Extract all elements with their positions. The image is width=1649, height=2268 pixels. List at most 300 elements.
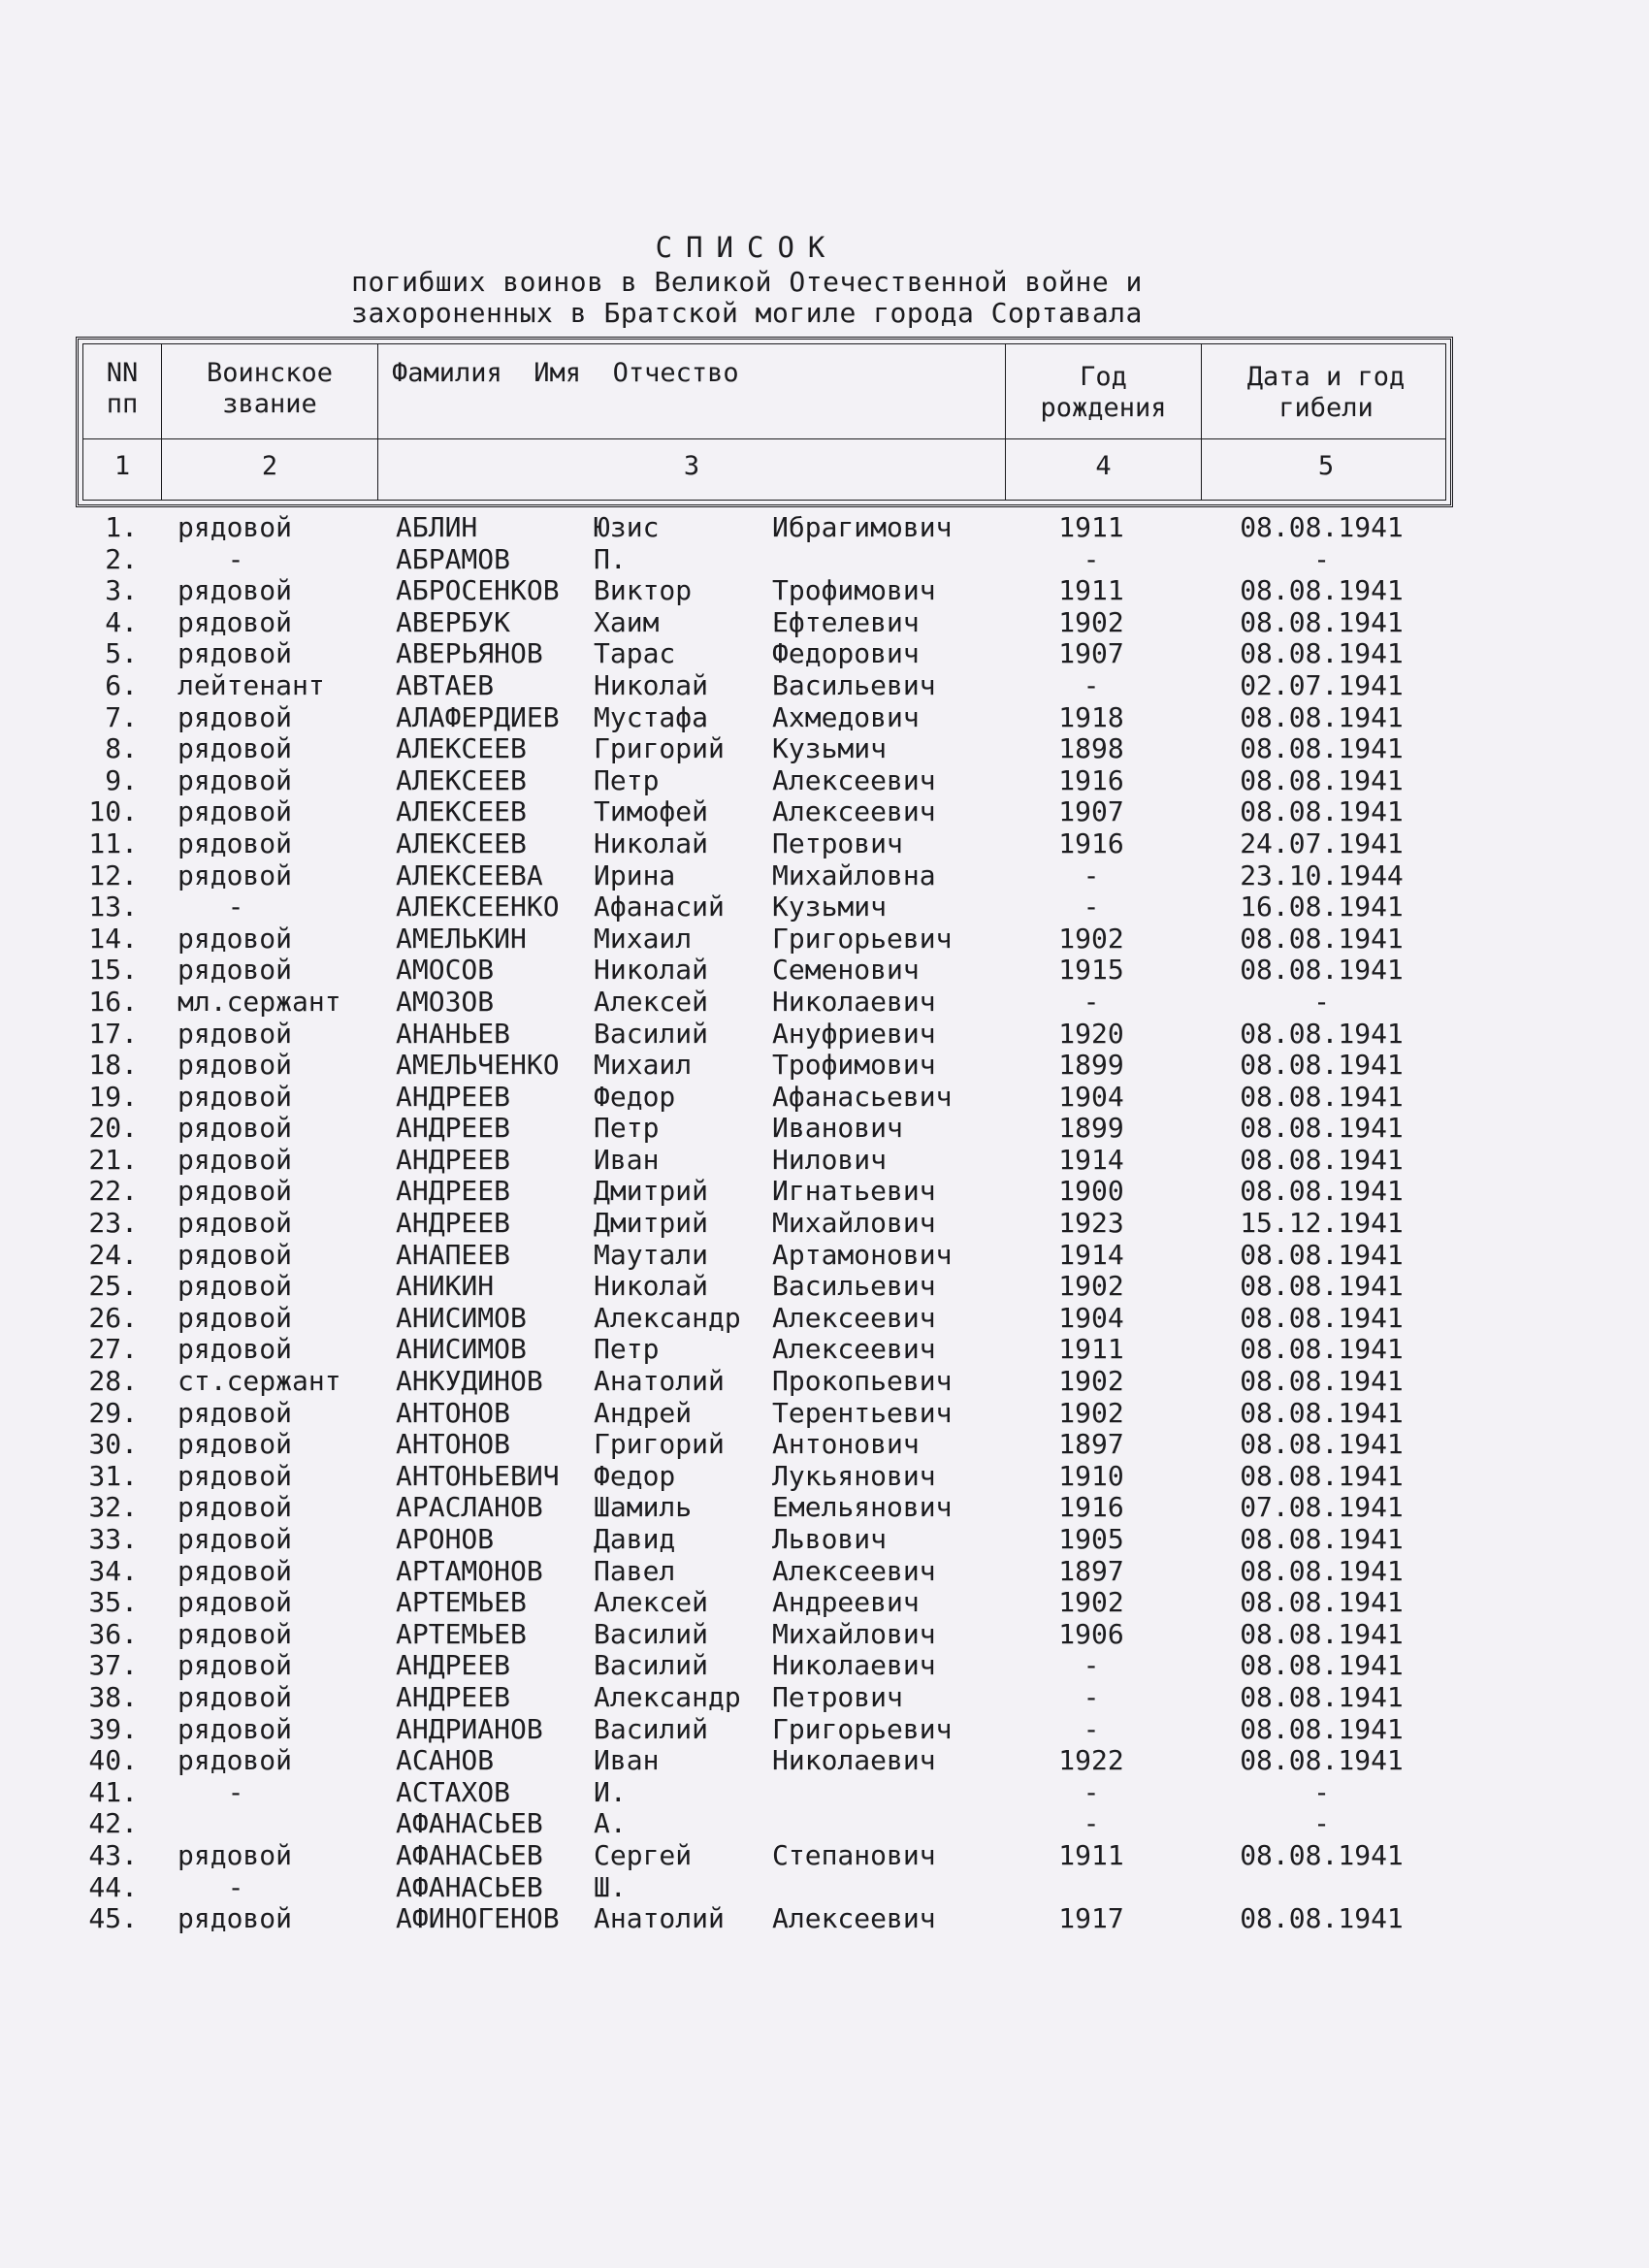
- row-number: 15.: [88, 954, 138, 987]
- row-surname: АЛЕКСЕЕВ: [396, 763, 527, 796]
- row-birth-year: 1898: [1058, 732, 1124, 765]
- row-number: 20.: [88, 1112, 138, 1145]
- header-num-5: 5: [1317, 451, 1335, 481]
- row-birth-year: -: [1083, 1775, 1100, 1808]
- row-number: 6.: [105, 668, 138, 701]
- row-number: 10.: [88, 795, 138, 828]
- row-rank: рядовой: [178, 1396, 293, 1429]
- row-birth-year: 1922: [1058, 1744, 1124, 1777]
- row-number: 35.: [88, 1586, 138, 1619]
- list-row: [0, 1650, 1649, 1682]
- row-rank: -: [227, 1870, 244, 1903]
- row-patronymic: Григорьевич: [772, 922, 953, 955]
- row-birth-year: -: [1083, 542, 1100, 575]
- row-surname: АЛЕКСЕЕНКО: [396, 891, 560, 923]
- row-number: 41.: [88, 1775, 138, 1808]
- row-patronymic: Михайловна: [772, 859, 936, 891]
- row-name: Алексей: [594, 1586, 709, 1619]
- list-row: [0, 733, 1649, 765]
- row-death-date: 08.08.1941: [1240, 1365, 1404, 1398]
- row-number: 31.: [88, 1459, 138, 1492]
- row-name: Анатолий: [594, 1365, 725, 1398]
- row-number: 7.: [105, 700, 138, 733]
- row-surname: АФАНАСЬЕВ: [396, 1807, 543, 1840]
- row-death-date: 08.08.1941: [1240, 763, 1404, 796]
- row-rank: рядовой: [178, 1175, 293, 1208]
- row-birth-year: 1914: [1058, 1238, 1124, 1271]
- row-name: И.: [594, 1775, 627, 1808]
- row-death-date: 16.08.1941: [1240, 891, 1404, 923]
- row-patronymic: Алексеевич: [772, 1554, 936, 1587]
- row-birth-year: 1900: [1058, 1175, 1124, 1208]
- row-name: Хаим: [594, 605, 660, 638]
- row-name: Василий: [594, 1017, 709, 1050]
- list-row: [0, 1271, 1649, 1303]
- row-patronymic: Андреевич: [772, 1586, 920, 1619]
- row-name: Василий: [594, 1712, 709, 1745]
- row-number: 4.: [105, 605, 138, 638]
- row-death-date: 08.08.1941: [1240, 1049, 1404, 1082]
- row-patronymic: Федорович: [772, 637, 920, 670]
- soldiers-list: [0, 512, 1649, 1935]
- row-death-date: -: [1313, 542, 1330, 575]
- list-row: [0, 1556, 1649, 1588]
- row-patronymic: Трофимович: [772, 1049, 936, 1082]
- row-patronymic: Николаевич: [772, 1649, 936, 1682]
- row-death-date: -: [1313, 1775, 1330, 1808]
- row-number: 9.: [105, 763, 138, 796]
- row-name: Иван: [594, 1143, 660, 1176]
- row-death-date: 08.08.1941: [1240, 637, 1404, 670]
- row-surname: АНДРЕЕВ: [396, 1080, 511, 1113]
- row-name: А.: [594, 1807, 627, 1840]
- row-number: 26.: [88, 1301, 138, 1334]
- row-birth-year: 1917: [1058, 1902, 1124, 1935]
- row-death-date: 08.08.1941: [1240, 732, 1404, 765]
- row-name: Александр: [594, 1301, 741, 1334]
- header-num-2: 2: [261, 451, 278, 481]
- row-number: 45.: [88, 1902, 138, 1935]
- row-birth-year: 1911: [1058, 574, 1124, 607]
- row-name: Николай: [594, 826, 709, 859]
- row-surname: АВТАЕВ: [396, 668, 495, 701]
- table-header: [76, 337, 1453, 507]
- row-name: Михаил: [594, 1049, 693, 1082]
- row-patronymic: Нилович: [772, 1143, 888, 1176]
- row-rank: рядовой: [178, 1238, 293, 1271]
- row-surname: АНКУДИНОВ: [396, 1365, 543, 1398]
- row-death-date: 08.08.1941: [1240, 1617, 1404, 1650]
- row-name: П.: [594, 542, 627, 575]
- row-birth-year: 1916: [1058, 763, 1124, 796]
- row-death-date: 08.08.1941: [1240, 511, 1404, 543]
- row-birth-year: 1906: [1058, 1617, 1124, 1650]
- row-surname: АРТЕМЬЕВ: [396, 1586, 527, 1619]
- row-patronymic: Алексеевич: [772, 1333, 936, 1366]
- row-patronymic: Васильевич: [772, 1270, 936, 1303]
- row-name: Григорий: [594, 732, 725, 765]
- list-row: [0, 575, 1649, 607]
- row-number: 37.: [88, 1649, 138, 1682]
- row-birth-year: -: [1083, 985, 1100, 1018]
- list-row: [0, 670, 1649, 702]
- row-birth-year: 1899: [1058, 1112, 1124, 1145]
- row-birth-year: 1899: [1058, 1049, 1124, 1082]
- row-name: Дмитрий: [594, 1207, 709, 1240]
- row-birth-year: 1902: [1058, 922, 1124, 955]
- row-death-date: 07.08.1941: [1240, 1491, 1404, 1524]
- row-surname: АНТОНОВ: [396, 1428, 511, 1461]
- row-rank: рядовой: [178, 637, 293, 670]
- row-rank: ст.сержант: [178, 1365, 341, 1398]
- row-surname: АМЕЛЬКИН: [396, 922, 527, 955]
- row-patronymic: Алексеевич: [772, 763, 936, 796]
- row-surname: АНДРЕЕВ: [396, 1175, 511, 1208]
- list-row: [0, 544, 1649, 576]
- document-title: СПИСОК: [655, 231, 839, 264]
- row-rank: рядовой: [178, 1491, 293, 1524]
- row-death-date: 08.08.1941: [1240, 1238, 1404, 1271]
- row-number: 30.: [88, 1428, 138, 1461]
- row-patronymic: Кузьмич: [772, 732, 888, 765]
- row-death-date: 08.08.1941: [1240, 1017, 1404, 1050]
- row-name: Маутали: [594, 1238, 709, 1271]
- row-number: 33.: [88, 1523, 138, 1555]
- row-rank: рядовой: [178, 1680, 293, 1713]
- list-row: [0, 1050, 1649, 1082]
- row-death-date: 08.08.1941: [1240, 1586, 1404, 1619]
- list-row: [0, 1777, 1649, 1809]
- row-surname: АФАНАСЬЕВ: [396, 1870, 543, 1903]
- row-name: Мустафа: [594, 700, 709, 733]
- row-name: Василий: [594, 1617, 709, 1650]
- row-birth-year: 1902: [1058, 605, 1124, 638]
- document-subtitle-line2: захороненных в Братской могиле города Сортавала: [351, 297, 1143, 329]
- row-rank: рядовой: [178, 1712, 293, 1745]
- row-name: Павел: [594, 1554, 676, 1587]
- row-rank: рядовой: [178, 859, 293, 891]
- row-patronymic: Лукьянович: [772, 1459, 936, 1492]
- row-birth-year: 1923: [1058, 1207, 1124, 1240]
- row-name: Николай: [594, 668, 709, 701]
- row-patronymic: Ефтелевич: [772, 605, 920, 638]
- row-surname: АБЛИН: [396, 511, 478, 543]
- row-surname: АВЕРЬЯНОВ: [396, 637, 543, 670]
- row-name: Василий: [594, 1649, 709, 1682]
- row-number: 40.: [88, 1744, 138, 1777]
- row-death-date: 08.08.1941: [1240, 1838, 1404, 1871]
- row-patronymic: Васильевич: [772, 668, 936, 701]
- row-patronymic: Михайлович: [772, 1617, 936, 1650]
- header-col-birth-year: Год рождения: [1040, 362, 1167, 423]
- row-surname: АМОЗОВ: [396, 985, 495, 1018]
- row-number: 17.: [88, 1017, 138, 1050]
- row-number: 13.: [88, 891, 138, 923]
- row-patronymic: Семенович: [772, 954, 920, 987]
- row-number: 27.: [88, 1333, 138, 1366]
- row-birth-year: -: [1083, 1649, 1100, 1682]
- row-surname: АНТОНОВ: [396, 1396, 511, 1429]
- list-row: [0, 607, 1649, 639]
- row-death-date: 08.08.1941: [1240, 1712, 1404, 1745]
- row-name: Виктор: [594, 574, 693, 607]
- row-surname: АНТОНЬЕВИЧ: [396, 1459, 560, 1492]
- row-rank: рядовой: [178, 1143, 293, 1176]
- list-row: [0, 1303, 1649, 1335]
- list-row: [0, 860, 1649, 892]
- row-birth-year: 1902: [1058, 1586, 1124, 1619]
- list-row: [0, 765, 1649, 797]
- row-birth-year: -: [1083, 1807, 1100, 1840]
- row-birth-year: 1916: [1058, 826, 1124, 859]
- row-name: Давид: [594, 1523, 676, 1555]
- row-rank: рядовой: [178, 1744, 293, 1777]
- row-rank: рядовой: [178, 732, 293, 765]
- list-row: [0, 1019, 1649, 1051]
- row-rank: рядовой: [178, 1017, 293, 1050]
- row-birth-year: 1916: [1058, 1491, 1124, 1524]
- row-name: Шамиль: [594, 1491, 693, 1524]
- row-surname: АЛЕКСЕЕВ: [396, 732, 527, 765]
- row-number: 36.: [88, 1617, 138, 1650]
- row-birth-year: -: [1083, 1680, 1100, 1713]
- row-death-date: 15.12.1941: [1240, 1207, 1404, 1240]
- row-surname: АНАНЬЕВ: [396, 1017, 511, 1050]
- row-patronymic: Григорьевич: [772, 1712, 953, 1745]
- row-name: Петр: [594, 763, 660, 796]
- list-row: [0, 891, 1649, 923]
- row-number: 39.: [88, 1712, 138, 1745]
- row-rank: рядовой: [178, 1586, 293, 1619]
- row-surname: АЛЕКСЕЕВ: [396, 795, 527, 828]
- row-birth-year: 1911: [1058, 511, 1124, 543]
- row-patronymic: Трофимович: [772, 574, 936, 607]
- list-row: [0, 955, 1649, 987]
- row-surname: АЛЕКСЕЕВА: [396, 859, 543, 891]
- row-rank: рядовой: [178, 1902, 293, 1935]
- row-number: 34.: [88, 1554, 138, 1587]
- row-rank: рядовой: [178, 1080, 293, 1113]
- row-name: Сергей: [594, 1838, 693, 1871]
- list-row: [0, 828, 1649, 860]
- row-number: 42.: [88, 1807, 138, 1840]
- row-patronymic: Прокопьевич: [772, 1365, 953, 1398]
- row-surname: АНДРЕЕВ: [396, 1143, 511, 1176]
- list-row: [0, 638, 1649, 670]
- row-patronymic: Михайлович: [772, 1207, 936, 1240]
- row-rank: -: [227, 542, 244, 575]
- row-patronymic: Ибрагимович: [772, 511, 953, 543]
- row-rank: рядовой: [178, 795, 293, 828]
- list-row: [0, 512, 1649, 544]
- row-birth-year: -: [1083, 668, 1100, 701]
- row-surname: АРТАМОНОВ: [396, 1554, 543, 1587]
- row-rank: рядовой: [178, 700, 293, 733]
- row-patronymic: Николаевич: [772, 985, 936, 1018]
- row-patronymic: Ануфриевич: [772, 1017, 936, 1050]
- list-row: [0, 987, 1649, 1019]
- row-number: 2.: [105, 542, 138, 575]
- row-surname: АМОСОВ: [396, 954, 495, 987]
- row-rank: рядовой: [178, 1523, 293, 1555]
- list-row: [0, 1240, 1649, 1272]
- row-name: Николай: [594, 1270, 709, 1303]
- row-death-date: 23.10.1944: [1240, 859, 1404, 891]
- row-death-date: 08.08.1941: [1240, 1554, 1404, 1587]
- row-number: 8.: [105, 732, 138, 765]
- row-name: Ирина: [594, 859, 676, 891]
- row-name: Тарас: [594, 637, 676, 670]
- row-patronymic: Ахмедович: [772, 700, 920, 733]
- row-birth-year: 1918: [1058, 700, 1124, 733]
- row-name: Николай: [594, 954, 709, 987]
- row-number: 5.: [105, 637, 138, 670]
- row-death-date: 24.07.1941: [1240, 826, 1404, 859]
- row-death-date: 08.08.1941: [1240, 1649, 1404, 1682]
- row-rank: рядовой: [178, 1554, 293, 1587]
- row-death-date: 08.08.1941: [1240, 1270, 1404, 1303]
- row-number: 44.: [88, 1870, 138, 1903]
- list-row: [0, 1429, 1649, 1461]
- row-number: 12.: [88, 859, 138, 891]
- row-death-date: 08.08.1941: [1240, 1112, 1404, 1145]
- list-row: [0, 1461, 1649, 1493]
- row-surname: АНИСИМОВ: [396, 1301, 527, 1334]
- row-birth-year: 1911: [1058, 1333, 1124, 1366]
- row-death-date: 08.08.1941: [1240, 605, 1404, 638]
- row-rank: -: [227, 1775, 244, 1808]
- row-rank: рядовой: [178, 954, 293, 987]
- row-number: 3.: [105, 574, 138, 607]
- list-row: [0, 1334, 1649, 1366]
- row-number: 14.: [88, 922, 138, 955]
- row-number: 32.: [88, 1491, 138, 1524]
- list-row: [0, 1745, 1649, 1777]
- header-col-death-date: Дата и год гибели: [1246, 362, 1406, 423]
- row-death-date: 08.08.1941: [1240, 1459, 1404, 1492]
- row-rank: рядовой: [178, 1617, 293, 1650]
- row-surname: АМЕЛЬЧЕНКО: [396, 1049, 560, 1082]
- row-rank: -: [227, 891, 244, 923]
- row-death-date: 08.08.1941: [1240, 922, 1404, 955]
- row-surname: АВЕРБУК: [396, 605, 511, 638]
- row-patronymic: Терентьевич: [772, 1396, 953, 1429]
- list-row: [0, 1208, 1649, 1240]
- row-number: 11.: [88, 826, 138, 859]
- row-death-date: 08.08.1941: [1240, 574, 1404, 607]
- row-name: Петр: [594, 1112, 660, 1145]
- row-patronymic: Петрович: [772, 1680, 903, 1713]
- header-col-number: NN пп: [106, 358, 139, 419]
- row-rank: рядовой: [178, 763, 293, 796]
- row-death-date: 08.08.1941: [1240, 1902, 1404, 1935]
- row-death-date: 08.08.1941: [1240, 700, 1404, 733]
- row-number: 19.: [88, 1080, 138, 1113]
- header-num-4: 4: [1095, 451, 1112, 481]
- row-rank: лейтенант: [178, 668, 325, 701]
- list-row: [0, 1619, 1649, 1651]
- row-number: 21.: [88, 1143, 138, 1176]
- row-death-date: 08.08.1941: [1240, 1428, 1404, 1461]
- row-surname: АРАСЛАНОВ: [396, 1491, 543, 1524]
- row-patronymic: Алексеевич: [772, 795, 936, 828]
- row-surname: АРОНОВ: [396, 1523, 495, 1555]
- list-row: [0, 1587, 1649, 1619]
- row-birth-year: -: [1083, 891, 1100, 923]
- row-birth-year: 1920: [1058, 1017, 1124, 1050]
- row-surname: АСТАХОВ: [396, 1775, 511, 1808]
- list-row: [0, 1808, 1649, 1840]
- row-name: Тимофей: [594, 795, 709, 828]
- row-surname: АНДРЕЕВ: [396, 1112, 511, 1145]
- row-patronymic: Николаевич: [772, 1744, 936, 1777]
- row-death-date: 08.08.1941: [1240, 1744, 1404, 1777]
- row-patronymic: Емельянович: [772, 1491, 953, 1524]
- row-rank: рядовой: [178, 826, 293, 859]
- row-surname: АНДРЕЕВ: [396, 1649, 511, 1682]
- row-death-date: 08.08.1941: [1240, 1523, 1404, 1555]
- row-birth-year: 1897: [1058, 1428, 1124, 1461]
- row-number: 22.: [88, 1175, 138, 1208]
- row-birth-year: 1897: [1058, 1554, 1124, 1587]
- row-patronymic: Степанович: [772, 1838, 936, 1871]
- row-surname: АНДРИАНОВ: [396, 1712, 543, 1745]
- list-row: [0, 1398, 1649, 1430]
- row-death-date: 08.08.1941: [1240, 1175, 1404, 1208]
- row-number: 29.: [88, 1396, 138, 1429]
- row-death-date: -: [1313, 985, 1330, 1018]
- row-name: Ш.: [594, 1870, 627, 1903]
- row-number: 16.: [88, 985, 138, 1018]
- row-surname: АЛАФЕРДИЕВ: [396, 700, 560, 733]
- row-name: Афанасий: [594, 891, 725, 923]
- row-patronymic: Алексеевич: [772, 1301, 936, 1334]
- list-row: [0, 1903, 1649, 1935]
- row-surname: АЛЕКСЕЕВ: [396, 826, 527, 859]
- row-death-date: 08.08.1941: [1240, 1301, 1404, 1334]
- row-patronymic: Кузьмич: [772, 891, 888, 923]
- row-name: Александр: [594, 1680, 741, 1713]
- row-birth-year: 1907: [1058, 637, 1124, 670]
- row-name: Григорий: [594, 1428, 725, 1461]
- row-death-date: 08.08.1941: [1240, 1396, 1404, 1429]
- row-number: 43.: [88, 1838, 138, 1871]
- list-row: [0, 796, 1649, 828]
- row-surname: АБРАМОВ: [396, 542, 511, 575]
- row-birth-year: 1914: [1058, 1143, 1124, 1176]
- row-death-date: 08.08.1941: [1240, 1080, 1404, 1113]
- header-col-rank: Воинское звание: [206, 358, 334, 419]
- row-birth-year: 1902: [1058, 1396, 1124, 1429]
- row-death-date: 02.07.1941: [1240, 668, 1404, 701]
- row-death-date: 08.08.1941: [1240, 1333, 1404, 1366]
- document-subtitle-line1: погибших воинов в Великой Отечественной войне и: [351, 266, 1143, 298]
- row-patronymic: Алексеевич: [772, 1902, 936, 1935]
- row-number: 24.: [88, 1238, 138, 1271]
- row-birth-year: -: [1083, 859, 1100, 891]
- row-rank: рядовой: [178, 1207, 293, 1240]
- row-surname: АФАНАСЬЕВ: [396, 1838, 543, 1871]
- row-name: Юзис: [594, 511, 660, 543]
- row-surname: АНДРЕЕВ: [396, 1207, 511, 1240]
- row-rank: рядовой: [178, 1428, 293, 1461]
- row-death-date: 08.08.1941: [1240, 954, 1404, 987]
- row-death-date: 08.08.1941: [1240, 1143, 1404, 1176]
- list-row: [0, 1682, 1649, 1714]
- row-birth-year: 1907: [1058, 795, 1124, 828]
- row-name: Алексей: [594, 985, 709, 1018]
- list-row: [0, 1840, 1649, 1872]
